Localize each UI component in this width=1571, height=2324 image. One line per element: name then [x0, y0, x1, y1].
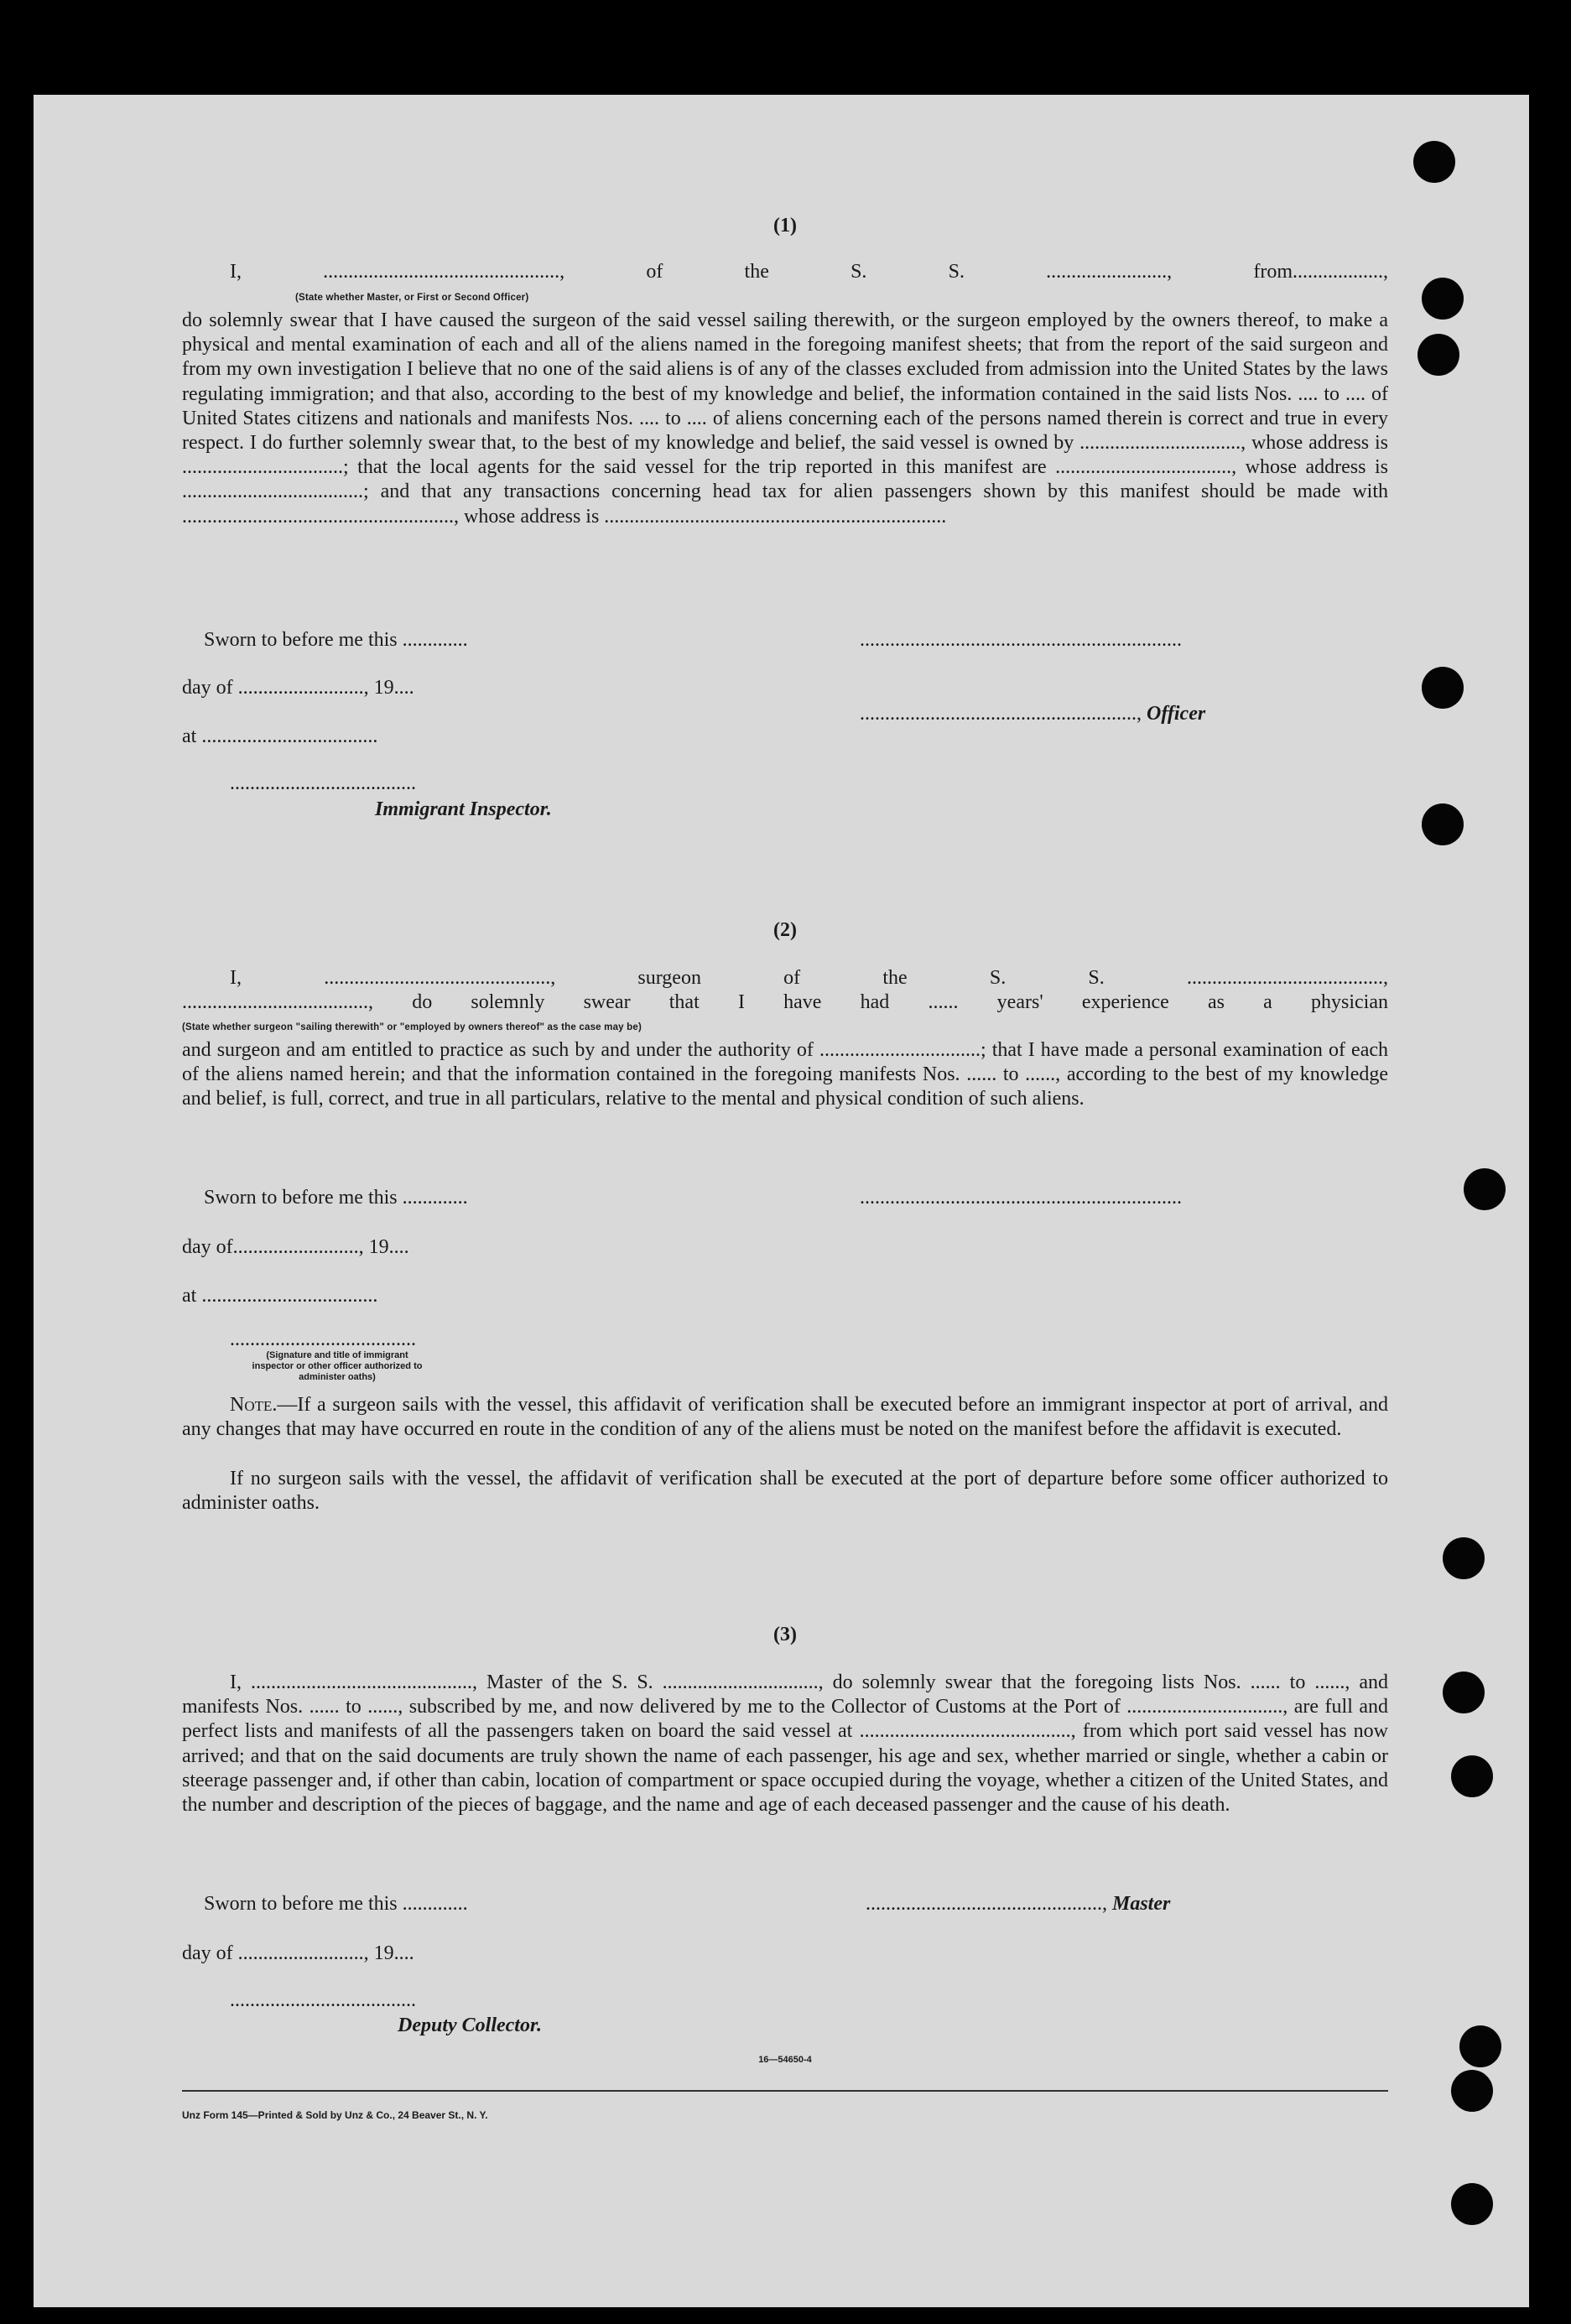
footer-rule	[182, 2090, 1388, 2092]
section-2-number: (2)	[773, 919, 797, 941]
section-2-note-1	[182, 1393, 1388, 1442]
punch-hole	[1464, 1168, 1506, 1210]
section-2-signature-dots: .....................................	[230, 1328, 416, 1350]
section-2-day: day of........................., 19....	[182, 1236, 409, 1258]
section-3-day: day of ........................., 19....	[182, 1942, 414, 1964]
punch-hole	[1422, 803, 1464, 845]
punch-hole	[1451, 2070, 1493, 2112]
form-code: 16—54650-4	[758, 2055, 812, 2065]
section-2-subnote: (State whether surgeon "sailing therewith" or "employed by owners thereof" as the case may be)	[182, 1022, 642, 1032]
section-2-paragraph: and surgeon and am entitled to practice as such by and under the authority of ................................; that I have made a personal examination of each of the aliens named herein; and that the information contained in the foregoing manifests Nos. ...... to ......, according to the best of my knowledge and belief, is full, correct, and true in all particulars, relative to the mental and physical condition of such aliens.	[182, 1039, 1388, 1110]
punch-hole	[1443, 1672, 1485, 1713]
note-label: Note.	[230, 1394, 278, 1416]
master-label: Master	[1112, 1893, 1171, 1915]
section-2-signature-note: (Signature and title of immigrant inspector or other officer authorized to administer oaths)	[252, 1350, 423, 1382]
section-2-note-2: If no surgeon sails with the vessel, the affidavit of verification shall be executed at the port of departure before some officer authorized to administer oaths.	[182, 1468, 1388, 1515]
section-1-paragraph: do solemnly swear that I have caused the surgeon of the said vessel sailing therewith, or the surgeon employed by the owners thereof, to make a physical and mental examination of each and all of the aliens named in the foregoing manifest sheets; that from the report of the said surgeon and from my own investigation I believe that no one of the said aliens is of any of the classes excluded from admission into the United States by the laws regulating immigration; and that also, according to the best of my knowledge and belief, the information contained in the said lists Nos. .... to .... of United States citizens and nationals and manifests Nos. .... to .... of aliens concerning each of the persons named therein is correct and true in every respect. I do further solemnly swear that, to the best of my knowledge and belief, the said vessel is owned by ................................, whose address is ................................; that the local agents for the said vessel for the trip reported in this manifest are ..................................., whose address is ....................................; and that any transactions concerning head tax for alien passengers shown by this manifest should be made with ......................................................, whose address is ....................................................................	[182, 309, 1388, 528]
document-page	[34, 95, 1529, 2307]
note-1-text: —If a surgeon sails with the vessel, this affidavit of verification shall be executed before an immigrant inspector at port of arrival, and any changes that may have occurred en route in the condition of any of the aliens must be noted on the manifest before the affidavit is executed.	[182, 1394, 1388, 1441]
punch-hole	[1451, 2183, 1493, 2225]
master-signature-dots: ...............................................,	[866, 1893, 1107, 1915]
section-3-number: (3)	[773, 1624, 797, 1646]
section-2-line2: ....................................., do solemnly swear that I have had ...... years' experience as a physician	[182, 991, 1388, 1013]
section-2-sworn-signature: ................................................................	[860, 1187, 1182, 1209]
section-3-collector-label: Deputy Collector.	[398, 2015, 542, 2036]
officer-signature-dots: .......................................................,	[860, 703, 1142, 725]
section-1-at: at ...................................	[182, 725, 378, 747]
section-1-inspector-label: Immigrant Inspector.	[375, 798, 552, 820]
section-1-sworn: Sworn to before me this .............	[204, 629, 468, 651]
section-1-officer-signature	[860, 702, 1205, 726]
section-1-day: day of ........................., 19....	[182, 677, 414, 699]
section-3-paragraph: I, ............................................, Master of the S. S. ..............................., do solemnly swear that the foregoing lists Nos. ...... to ......, and manifests Nos. ...... to ......, subscribed by me, and now delivered by me to the Collector of Customs at the Port of ..............................., are full and perfect lists and manifests of all the passengers taken on board the said vessel at .........................................., from which port said vessel has now arrived; and that on the said documents are truly shown the name of each passenger, his age and sex, whether married or single, whether a cabin or steerage passenger and, if other than cabin, location of compartment or space occupied during the voyage, whether a citizen of the United States, and the number and description of the pieces of baggage, and the name and age of each deceased passenger and the cause of his death.	[182, 1672, 1388, 1817]
punch-hole	[1459, 2025, 1501, 2067]
printer-footer: Unz Form 145—Printed & Sold by Unz & Co., 24 Beaver St., N. Y.	[182, 2109, 488, 2121]
section-3-sworn: Sworn to before me this .............	[204, 1893, 468, 1915]
section-1-number: (1)	[773, 215, 797, 237]
punch-hole	[1443, 1537, 1485, 1579]
section-2-sworn: Sworn to before me this .............	[204, 1187, 468, 1209]
punch-hole	[1451, 1755, 1493, 1797]
section-1-inspector-signature: .....................................	[230, 772, 416, 794]
section-1-subnote: (State whether Master, or First or Second Officer)	[295, 293, 529, 303]
section-1-sworn-signature: ................................................................	[860, 629, 1182, 651]
punch-hole	[1418, 334, 1459, 376]
section-2-line1: I, ............................................., surgeon of the S. S. .......................................,	[230, 967, 1388, 989]
section-2-at: at ...................................	[182, 1285, 378, 1307]
section-3-collector-signature: .....................................	[230, 1989, 416, 2011]
punch-hole	[1422, 667, 1464, 709]
officer-label: Officer	[1147, 703, 1206, 725]
section-1-line1: I, ..............................................., of the S. S. ........................, from..................,	[230, 261, 1388, 283]
punch-hole	[1413, 141, 1455, 183]
section-3-master-signature	[866, 1892, 1170, 1916]
